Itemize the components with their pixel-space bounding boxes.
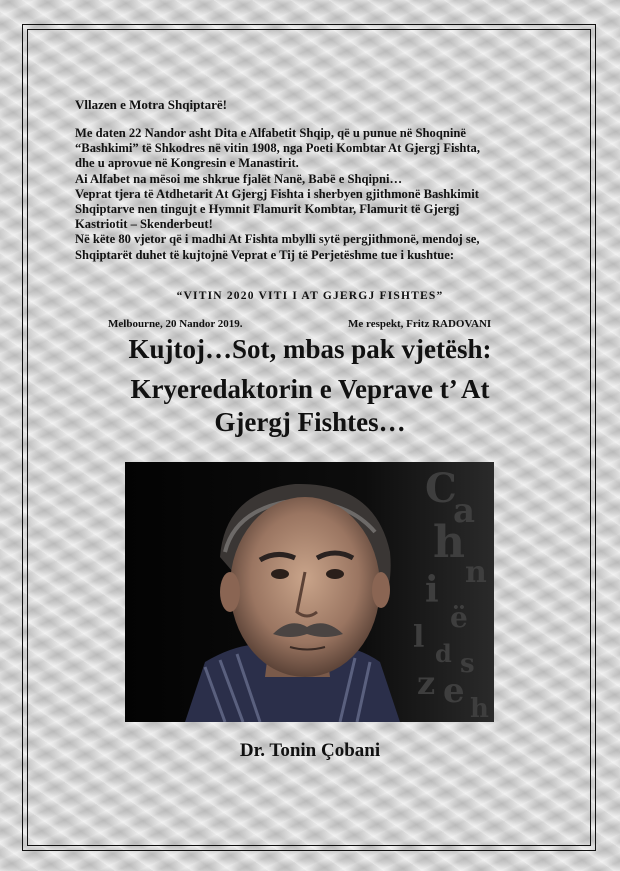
svg-text:z: z xyxy=(417,664,436,702)
dedication-quote: “VITIN 2020 VITI I AT GJERGJ FISHTES” xyxy=(176,290,444,302)
portrait-illustration xyxy=(125,462,494,722)
svg-text:n: n xyxy=(465,555,487,590)
portrait-photo xyxy=(125,462,494,722)
letter-line: Shqiptarët duhet të kujtojnë Veprat e Tij të Perjetëshme tue i kushtue: xyxy=(75,247,455,262)
svg-text:i: i xyxy=(425,569,439,611)
place-date: Melbourne, 20 Nandor 2019. xyxy=(108,318,243,330)
letter-line: dhe u aprovue në Kongresin e Manastirit. xyxy=(75,156,299,171)
letter-line: Ai Alfabet na mësoi me shkrue fjalët Nanë, Babë e Shqipni… xyxy=(75,171,403,186)
heading-remembrance: Kujtoj…Sot, mbas pak vjetësh: xyxy=(128,334,492,364)
svg-text:a: a xyxy=(453,491,476,531)
letter-line: “Bashkimi” të Shkodres në vitin 1908, nga Poeti Kombtar At Gjergj Fishta, xyxy=(75,141,480,156)
svg-text:h: h xyxy=(470,694,489,722)
letter-line: Shqiptarve nen tingujt e Hymnit Flamurit Kombtar, Flamurit të Gjergj xyxy=(75,202,460,217)
svg-text:d: d xyxy=(435,639,452,668)
photo-caption: Dr. Tonin Çobani xyxy=(239,740,381,761)
letter-line: Veprat tjera të Atdhetarit At Gjergj Fishta i sherbyen gjithmonë Bashkimit xyxy=(75,186,479,201)
letter-line: Kastriotit – Skenderbeut! xyxy=(75,217,213,232)
svg-text:e: e xyxy=(443,671,465,711)
svg-text:s: s xyxy=(460,649,475,679)
svg-text:C: C xyxy=(425,465,457,512)
svg-text:ë: ë xyxy=(450,601,468,634)
heading-title-line: Gjergj Fishtes… xyxy=(214,407,406,437)
letter-line: Me daten 22 Nandor asht Dita e Alfabetit Shqip, që u punue në Shoqninë xyxy=(75,126,466,140)
letter-line: Në këte 80 vjetor që i madhi At Fishta mbylli sytë pergjithmonë, mendoj se, xyxy=(75,232,480,247)
greeting: Vllazen e Motra Shqiptarë! xyxy=(75,97,228,112)
svg-text:l: l xyxy=(413,620,425,655)
letter-body xyxy=(75,126,555,263)
heading-title-line: Kryeredaktorin e Veprave t’ At xyxy=(130,374,490,404)
signature: Me respekt, Fritz RADOVANI xyxy=(348,318,492,330)
svg-text:h: h xyxy=(433,517,465,568)
heading-title xyxy=(60,373,560,439)
